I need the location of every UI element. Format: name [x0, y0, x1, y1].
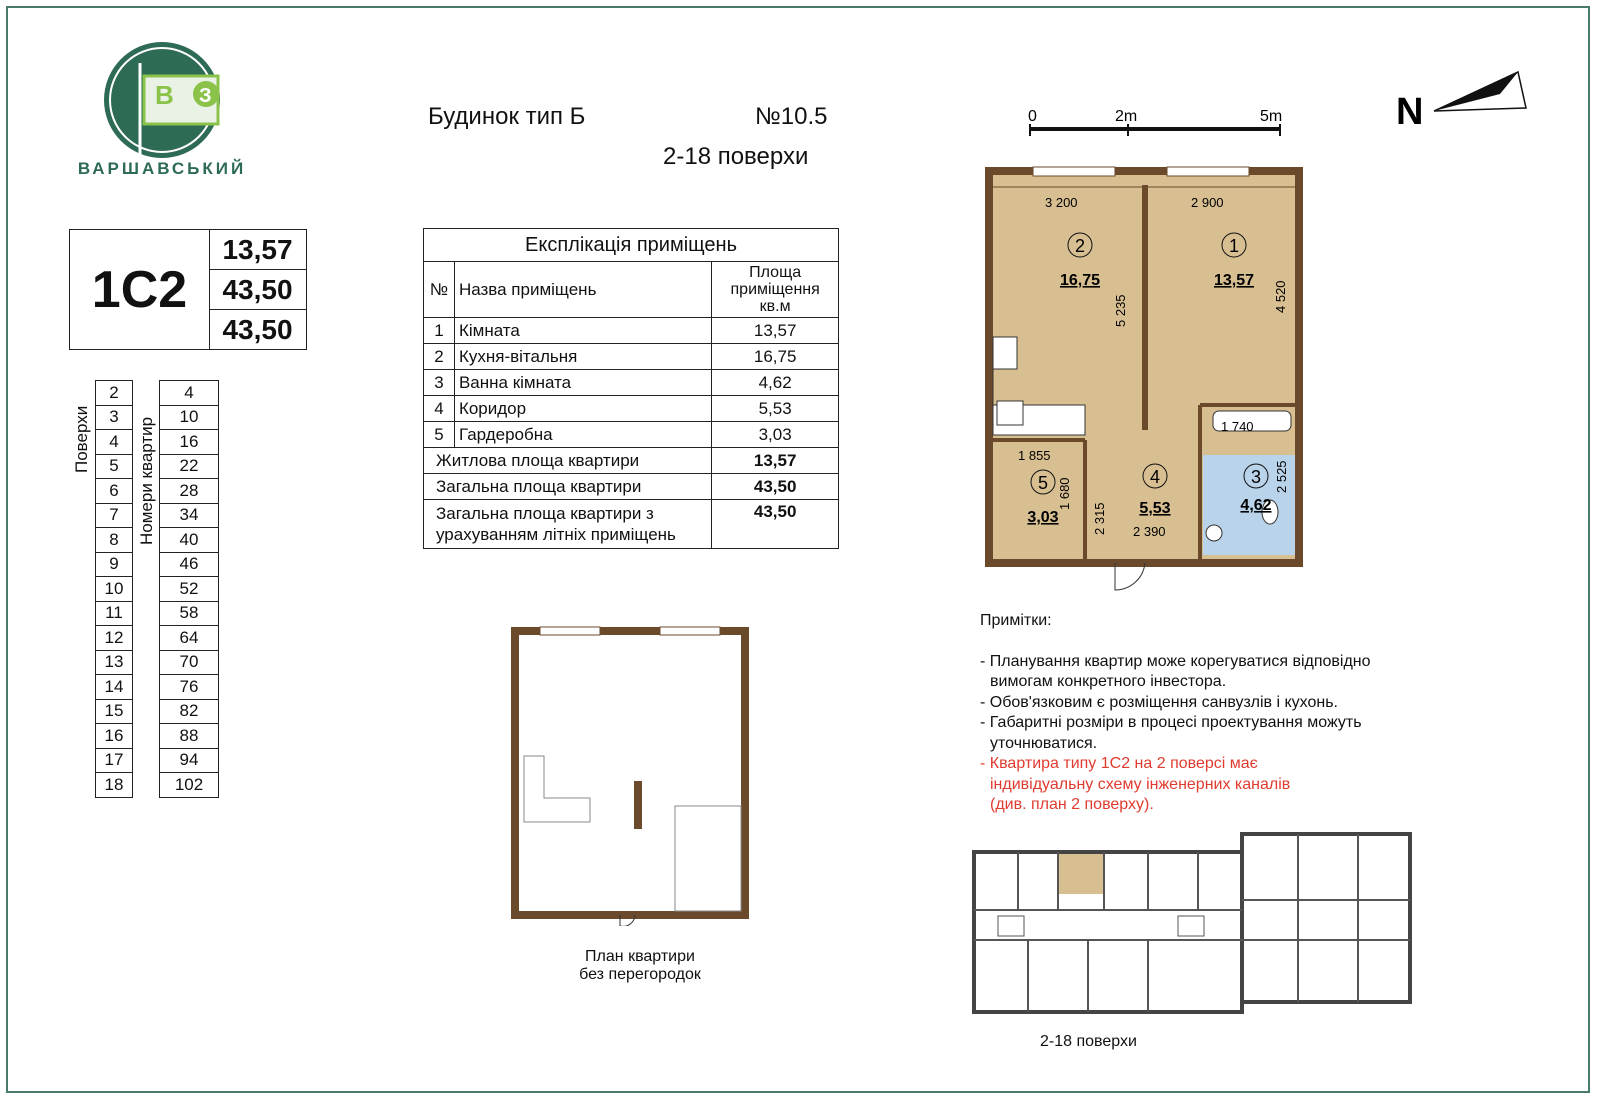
floors-range: 2-18 поверхи	[663, 143, 809, 170]
floor-number: 9	[96, 552, 133, 577]
room-area: 13,57	[712, 318, 839, 344]
dimension: 4 520	[1273, 280, 1288, 313]
total-label: Загальна площа квартири з урахуванням літніх приміщень	[424, 500, 712, 549]
floor-number: 4	[96, 430, 133, 455]
window	[1167, 167, 1249, 176]
apartment-number: 46	[160, 552, 219, 577]
floors-label: Поверхи	[72, 405, 91, 473]
wet-zone	[675, 806, 741, 911]
unit-living-area: 13,57	[209, 230, 306, 270]
room-area: 3,03	[712, 422, 839, 448]
note-line: уточнюватися.	[990, 734, 1098, 752]
floor-number: 3	[96, 405, 133, 430]
col-name: Назва приміщень	[454, 262, 711, 318]
room-number: 4	[1149, 467, 1161, 487]
dimension: 2 315	[1092, 502, 1107, 535]
scale-label: 2m	[1115, 108, 1138, 125]
sink-icon	[997, 401, 1023, 425]
unit-box	[69, 229, 307, 350]
dimension: 2 900	[1191, 195, 1224, 210]
entrance-door	[1115, 563, 1145, 590]
apartment-number: 16	[160, 430, 219, 455]
column	[634, 781, 642, 829]
floor-number: 7	[96, 503, 133, 528]
apartment-number: 64	[160, 626, 219, 651]
dimension: 1 680	[1057, 477, 1072, 510]
floor-plan-caption: 2-18 поверхи	[1040, 1033, 1137, 1050]
room-area: 5,53	[712, 396, 839, 422]
floor-row	[69, 773, 219, 798]
building-type: Будинок тип Б	[428, 103, 586, 130]
dimension: 5 235	[1113, 294, 1128, 327]
scale-bar	[1020, 106, 1300, 146]
open-plan	[510, 626, 760, 926]
room-number: 4	[424, 396, 455, 422]
total-label: Загальна площа квартири	[424, 474, 712, 500]
notes-title: Примітки:	[980, 612, 1052, 629]
logo-letter-z: З	[199, 85, 212, 107]
room-area: 5,53	[1139, 500, 1171, 517]
room-area: 16,75	[1059, 272, 1101, 289]
room-row	[424, 370, 839, 396]
floor-row	[69, 675, 219, 700]
logo-name: ВАРШАВСЬКИЙ	[77, 159, 247, 178]
room-number: 1	[1228, 236, 1240, 256]
unit-total-area: 43,50	[209, 270, 306, 310]
floor-number: 12	[96, 626, 133, 651]
north-arrow	[1390, 66, 1530, 136]
floor-row	[69, 503, 219, 528]
floor-row	[69, 479, 219, 504]
window	[1033, 167, 1115, 176]
col-area: Площа приміщення кв.м	[712, 262, 839, 318]
apartment-number: 88	[160, 724, 219, 749]
north-label: N	[1396, 91, 1424, 133]
room-number: 3	[1250, 467, 1262, 487]
apartment-number: 10	[160, 405, 219, 430]
floor-number: 18	[96, 773, 133, 798]
room-number: 2	[424, 344, 455, 370]
stove-icon	[993, 337, 1017, 369]
note-line: вимогам конкретного інвестора.	[990, 673, 1227, 690]
washer-icon	[1206, 525, 1222, 541]
logo	[60, 38, 260, 188]
apartment-number: 102	[160, 773, 219, 798]
apartment-number: 34	[160, 503, 219, 528]
apartment-number: 58	[160, 601, 219, 626]
floor-row	[69, 650, 219, 675]
unit-total-area-summer: 43,50	[222, 313, 293, 345]
floor-row	[69, 430, 219, 455]
total-label: Житлова площа квартири	[424, 448, 712, 474]
notes	[980, 611, 1371, 816]
floor-row	[69, 626, 219, 651]
floor-number: 5	[96, 454, 133, 479]
floor-number: 15	[96, 699, 133, 724]
apartment-plan	[985, 165, 1325, 605]
floor-row	[69, 454, 219, 479]
floor-row	[69, 405, 219, 430]
apartment-number: 52	[160, 577, 219, 602]
total-value: 13,57	[712, 448, 839, 474]
floor-number: 16	[96, 724, 133, 749]
floor-row	[69, 381, 219, 406]
dimension: 2 390	[1133, 524, 1166, 539]
apartment-number: 82	[160, 699, 219, 724]
apartment-number: 4	[160, 381, 219, 406]
total-value: 43,50	[712, 500, 839, 549]
note-line-red: (див. план 2 поверху).	[990, 796, 1154, 813]
dimension: 1 855	[1018, 448, 1051, 463]
floor-number: 8	[96, 528, 133, 553]
room-area: 4,62	[1240, 497, 1272, 514]
room-name: Коридор	[454, 396, 711, 422]
floor-number: 14	[96, 675, 133, 700]
floor-number: 17	[96, 748, 133, 773]
room-name: Кімната	[454, 318, 711, 344]
floor-number: 6	[96, 479, 133, 504]
floor-plan	[968, 830, 1416, 1025]
total-value: 43,50	[712, 474, 839, 500]
highlighted-apartment	[1058, 854, 1104, 894]
room-number: 3	[424, 370, 455, 396]
room-area: 16,75	[712, 344, 839, 370]
room-area: 13,57	[1213, 272, 1255, 289]
note-line: - Обов'язковим є розміщення санвузлів і кухонь.	[980, 693, 1338, 711]
scale-label: 0	[1028, 108, 1037, 125]
room-row	[424, 396, 839, 422]
apartment-number: 70	[160, 650, 219, 675]
apartment-number: 28	[160, 479, 219, 504]
room-number: 5	[1037, 473, 1049, 493]
scale-label: 5m	[1260, 108, 1283, 125]
open-plan-caption: План квартири без перегородок	[579, 948, 701, 983]
room-area: 4,62	[712, 370, 839, 396]
unit-code: 1С2	[70, 230, 210, 349]
room-row	[424, 318, 839, 344]
floor-row	[69, 699, 219, 724]
floor-row	[69, 577, 219, 602]
floor-row	[69, 552, 219, 577]
window	[540, 627, 600, 635]
building-number: №10.5	[755, 103, 828, 130]
apartment-numbers-label: Номери квартир	[137, 416, 156, 545]
floors-table	[69, 380, 219, 798]
room-area: 3,03	[1027, 509, 1059, 526]
explication-title: Експлікація приміщень	[424, 229, 839, 262]
apartment-number: 40	[160, 528, 219, 553]
apartment-number: 94	[160, 748, 219, 773]
note-line: - Габаритні розміри в процесі проектування можуть	[980, 714, 1362, 731]
apartment-number: 76	[160, 675, 219, 700]
room-number: 1	[424, 318, 455, 344]
floor-row	[69, 748, 219, 773]
room-name: Кухня-вітальня	[454, 344, 711, 370]
floor-row	[69, 601, 219, 626]
window	[660, 627, 720, 635]
room-row	[424, 422, 839, 448]
floor-row	[69, 724, 219, 749]
dimension: 1 740	[1221, 419, 1254, 434]
logo-letter-v: В	[155, 80, 174, 110]
room-number: 2	[1074, 236, 1086, 256]
room-number: 5	[424, 422, 455, 448]
room-row	[424, 344, 839, 370]
dimension: 3 200	[1045, 195, 1078, 210]
dimension: 2 525	[1274, 460, 1289, 493]
floor-number: 13	[96, 650, 133, 675]
room-name: Гардеробна	[454, 422, 711, 448]
note-line-red: індивідуальну схему інженерних каналів	[990, 775, 1291, 793]
floor-row	[69, 528, 219, 553]
room-name: Ванна кімната	[454, 370, 711, 396]
floor-number: 11	[96, 601, 133, 626]
floor-number: 2	[96, 381, 133, 406]
floor-number: 10	[96, 577, 133, 602]
col-num: №	[424, 262, 455, 318]
note-line: - Планування квартир може корегуватися відповідно	[980, 652, 1371, 670]
note-line-red: - Квартира типу 1С2 на 2 поверсі має	[980, 755, 1258, 772]
explication-table	[423, 228, 839, 549]
apartment-number: 22	[160, 454, 219, 479]
